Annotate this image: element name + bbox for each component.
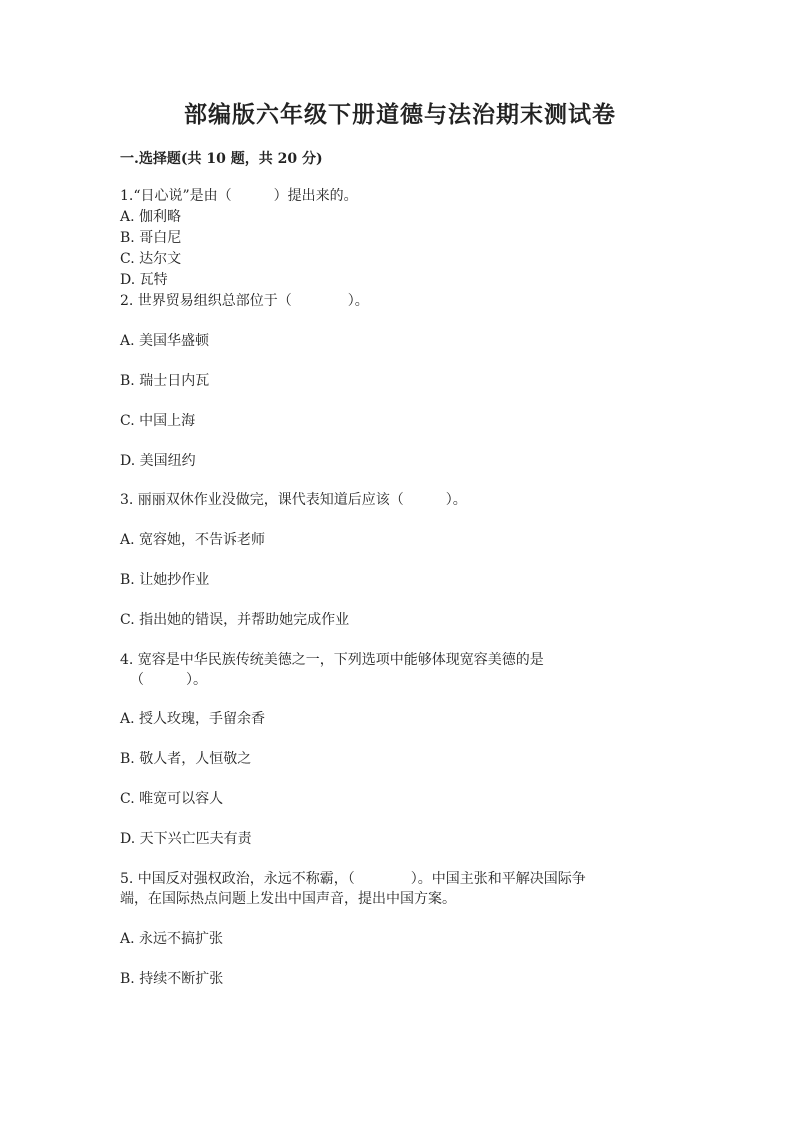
answer-option: B. 持续不断扩张 <box>120 971 224 987</box>
answer-option: D. 瓦特 <box>120 272 168 288</box>
answer-option: D. 天下兴亡匹夫有责 <box>120 831 252 847</box>
answer-option: D. 美国纽约 <box>120 453 196 469</box>
question-stem: 5. 中国反对强权政治，永远不称霸，（ ）。中国主张和平解决国际争 <box>120 871 586 887</box>
section-heading: 一.选择题(共 10 题，共 20 分) <box>120 151 323 167</box>
question-stem-continued: （ ）。 <box>130 672 207 688</box>
answer-option: C. 达尔文 <box>120 251 182 267</box>
answer-option: C. 中国上海 <box>120 413 196 429</box>
question-stem: 4. 宽容是中华民族传统美德之一，下列选项中能够体现宽容美德的是 <box>120 652 544 668</box>
answer-option: A. 伽利略 <box>120 209 182 225</box>
answer-option: C. 指出她的错误，并帮助她完成作业 <box>120 612 350 628</box>
page-title: 部编版六年级下册道德与法治期末测试卷 <box>184 101 616 128</box>
answer-option: B. 瑞士日内瓦 <box>120 373 210 389</box>
answer-option: A. 美国华盛顿 <box>120 333 210 349</box>
question-stem-continued: 端，在国际热点问题上发出中国声音，提出中国方案。 <box>120 891 456 907</box>
answer-option: A. 授人玫瑰，手留余香 <box>120 711 266 727</box>
answer-option: B. 让她抄作业 <box>120 572 210 588</box>
answer-option: B. 敬人者，人恒敬之 <box>120 751 252 767</box>
answer-option: C. 唯宽可以容人 <box>120 791 224 807</box>
answer-option: B. 哥白尼 <box>120 230 182 246</box>
question-stem: 3. 丽丽双休作业没做完，课代表知道后应该（ ）。 <box>120 492 467 508</box>
answer-option: A. 永远不搞扩张 <box>120 931 224 947</box>
question-stem: 1.“日心说”是由（ ）提出来的。 <box>120 188 358 204</box>
question-stem: 2. 世界贸易组织总部位于（ ）。 <box>120 293 369 309</box>
answer-option: A. 宽容她，不告诉老师 <box>120 532 266 548</box>
